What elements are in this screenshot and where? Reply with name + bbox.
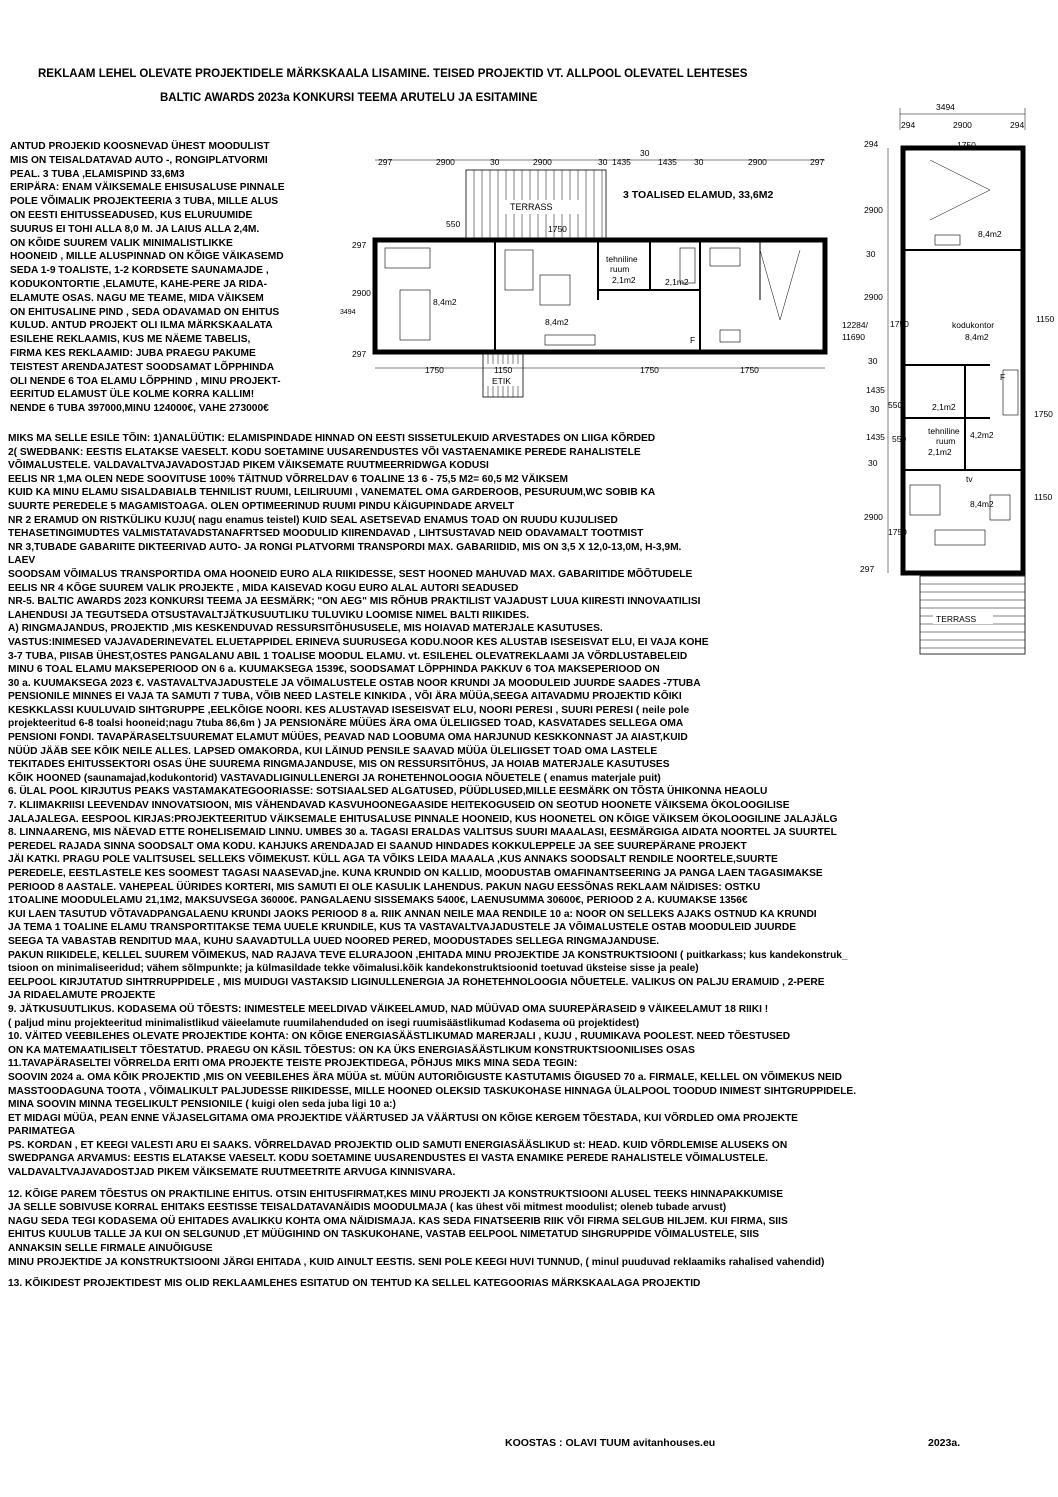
dim-1750-b3: 1750: [740, 365, 759, 375]
v-1750-a: 1750: [890, 319, 909, 329]
body-line: ( paljud minu projekteeritud minimalistlikud väieelamute ruumilahenduded on isegi ruumisäästlikumad Kodasema oü projektidest): [8, 1017, 640, 1029]
dim-1150: 1150: [494, 365, 513, 375]
body-text: [8, 432, 1048, 1291]
dim-294-a: 294: [901, 120, 916, 130]
v-1150-r2: 1150: [1034, 492, 1053, 502]
dim-297: 297: [378, 157, 393, 167]
body-line: PENSIONI FONDI. TAVAPÄRASELTSUUREMAT ELAMUT MÜÜES, PEAVAD NAD LOOBUMA OMA HARJUNUD KESKKONNAST JA AIAST,KUID: [8, 732, 688, 744]
tech-label-c: 2,1m2: [612, 275, 636, 285]
body-line: NÜÜD JÄÄB SEE KÕIK NEILE ALLES. LAPSED OMAKORDA, KUI LÄINUD PENSILE SAAVAD MÜÜA ÜLELIIGSET TOAD OMA LASTELE: [8, 745, 658, 757]
body-line: VALDAVALTVAJAVADOSTJAD PIKEM VÄIKSEMATE RUUTMEETRITE ARVUGA KINNISVARA.: [8, 1167, 456, 1179]
v-2900-c: 2900: [864, 512, 883, 522]
body-line: 6. ÜLAL POOL KIRJUTUS PEAKS VASTAMAKATEGOORIASSE: SOTSIAALSED ALGATUSED, PÜÜDLUSED,MILLE EESMÄRK ON TÕSTA ÜHIKONNA HEAOLU: [8, 786, 768, 798]
body-line: EELIS NR 4 KÕGE SUUREM VALIK PROJEKTE , MIDA KAISEVAD KOGU EURO ALAL AUTORI SEADUSED: [8, 582, 519, 594]
body-line: JALAJALEGA. EESPOOL KIRJAS:PROJEKTEERITUD VÄIKSEMALE EHITUSALUSE PINNALE HOONEID, KUS HOONETEL ON KÕIGE VÄIKSEM ÖKOLOOGILINE JALAJÄLG: [8, 813, 838, 825]
intro-line: FIRMA KES REKLAAMID: JUBA PRAEGU PAKUME: [10, 347, 256, 359]
v-30-a: 30: [866, 249, 876, 259]
header-line-1: REKLAAM LEHEL OLEVATE PROJEKTIDELE MÄRKSKAALA LISAMINE. TEISED PROJEKTID VT. ALLPOOL OLEVATEL LEHTESES: [38, 68, 748, 80]
body-line: TEKITADES EHITUSSEKTORI OSAS ÜHE SUUREMA RINGMAJANDUSE, MIS ON RESSURSITÕHUS, JA HOIAB MATERJALE KASUTUSES: [8, 759, 670, 771]
dim-2900-left: 2900: [352, 288, 371, 298]
intro-line: ON KÕIDE SUUREM VALIK MINIMALISTLIKKE: [10, 237, 233, 249]
intro-line: HOONEID , MILLE ALUSPINNAD ON KÕIGE VÄIKASEMD: [10, 251, 284, 263]
header-line-2: BALTIC AWARDS 2023a KONKURSI TEEMA ARUTELU JA ESITAMINE: [160, 92, 538, 104]
dim-30: 30: [490, 157, 500, 167]
body-line: SUURTE PEREDELE 5 MAGAMISTOAGA. OLEN OPTIMEERINUD RUUMI PINDU KÄIGUPINDADE ARVELT: [8, 500, 515, 512]
body-line: TEHASETINGIMUDTES VALMISTATAVADSTANAFRTSED MOODULID KIIRENDAVAD , LIHTSUSTAVAD NEID ODAVAMALT TOOTMIST: [8, 528, 644, 540]
v-tech-a: tehniline: [928, 426, 960, 436]
body-line: VASTUS:INIMESED VAJAVADERINEVATEL ELUETAPPIDEL ERINEVA SUURUSEGA KODU.NOOR KES ALUSTAB ISESEISVAT ELU, EI VAJA KOHE: [8, 636, 709, 648]
body-line: EELIS NR 1,MA OLEN NEDE SOOVITUSE 100% TÄITNUD VÕRRELDAV 6 TOALINE 13 6 - 75,5 M2= 60,5 M2 VÄIKSEM: [8, 473, 568, 485]
body-line: 2( SWEDBANK: EESTIS ELATAKSE VAESELT. KODU SOETAMINE UUSARENDUSTES VÕI VASTAENAMIKE PEREDE RAHALISTELE: [8, 446, 641, 458]
dim-550: 550: [446, 219, 461, 229]
body-line: PS. KORDAN , ET KEEGI VALESTI ARU EI SAAKS. VÕRRELDAVAD PROJEKTID OLID SAMUTI ENERGIASÄÄSLIKUD st: HEAD. KUID VÕRDLEMISE ALUSEKS ON: [8, 1139, 788, 1151]
dim-1435: 1435: [658, 157, 677, 167]
body-line: NR 2 ERAMUD ON RISTKÜLIKU KUJU( nagu enamus teistel) KUID SEAL ASETSEVAD ENAMUS TOAD ON RUUDU KUJULISED: [8, 514, 618, 526]
v-terrace-label: TERRASS: [936, 614, 977, 624]
body-line: EHITUS KUULUB TALLE JA KUI ON SELGUNUD ,ET MÜÜGIHIND ON TASKUKOHANE, VASTAB EELPOOL NIMETATUD SIHGRUPPIDE VÕIMALUSTELE, SIIS: [8, 1229, 760, 1241]
body-line: PAKUN RIIKIDELE, KELLEL SUUREM VÕIMEKUS, NAD RAJAVA TEVE ELURAJOON ,EHITADA MINU PROJEKTIDE JA KONSTRUKTSIOONI ( puitkarkass; kus kandekonstruk_: [8, 949, 848, 961]
dim-30: 30: [598, 157, 608, 167]
footer-author: KOOSTAS : OLAVI TUUM avitanhouses.eu: [505, 1437, 716, 1449]
floor-plan-horizontal: [340, 140, 840, 410]
dim-30: 30: [640, 148, 650, 158]
body-line: PEREDELE, EESTLASTELE KES SOOMEST TAGASI NAASEVAD,jne. KUNA KRUNDID ON KALLID, MOODUSTAB OMAFINANTSEERING JA PANGA LAEN TAGASIMAKSE: [8, 868, 823, 879]
v-tech-c: 2,1m2: [928, 447, 952, 457]
v-30-c: 30: [870, 404, 880, 414]
body-line: SWEDPANGA ARVAMUS: EESTIS ELATAKSE VAESELT. KODU SOETAMINE UUSARENDUSTES EI VASTA ENAMIKE PEREDE RAHALISTELE VÕIMALUSTELE.: [8, 1153, 768, 1165]
v-1435-b: 1435: [866, 432, 885, 442]
body-line: LAHENDUSI JA TEGUTSEDA OTSUSTAVALTJÄTKUSUUTLIKU TULUVIKU LOOMISE NIMEL BALTI RIIKIDES.: [8, 609, 530, 621]
intro-line: ON EHITUSALINE PIND , SEDA ODAVAMAD ON EHITUS: [10, 306, 280, 318]
body-line: PARIMATEGA: [8, 1126, 75, 1138]
body-line: PERIOOD 8 AASTALE. VAHEPEAL ÜÜRIDES KORTERI, MIS SAMUTI EI OLE KASULIK LAHENDUS. PAKUN NAGU EESSÕNAS REKLAAM NÄIDISES: OSTKU: [8, 881, 761, 893]
v-550-a: 550: [888, 400, 903, 410]
body-line: SEEGA TA VABASTAB RENDITUD MAA, KUHU SAAVADTULLA UUED NOORED PERED, MOODUSTADES SELLEGA RINGMAJANDUSE.: [8, 935, 660, 947]
bath-area: 2,1m2: [665, 277, 689, 287]
dim-30: 30: [694, 157, 704, 167]
body-line: 11.TAVAPÄRASELTEI VÕRRELDA ERITI OMA PROJEKTE TEISTE PROJEKTIDEGA, PÕHJUS MIKS MINA SEDA TEGIN:: [8, 1058, 578, 1070]
body-line: 3-7 TUBA, PIISAB ÜHEST,OSTES PANGALANU ABIL 1 TOALISE MOODUL ELAMU. vt. ESILEHEL OLEVATREKLAAMI JA VÕRDLUSTABELEID: [8, 650, 688, 662]
body-line: KÕIK HOONED (saunamajad,kodukontorid) VASTAVADLIGINULLENERGI JA ROHETEHNOLOOGIA NÕUETELE ( enamus materjale puit): [8, 772, 661, 784]
body-line: JÄI KATKI. PRAGU POLE VALITSUSEL SELLEKS VÕIMEKUST. KÜLL AGA TA VÕIKS LEIDA MAAALA ,KUS ANNAKS SOODSALT RENDILE NOORTELE,SUURTE: [8, 854, 778, 866]
f-label: F: [690, 335, 696, 345]
v-room-top: 8,4m2: [978, 229, 1002, 239]
tech-label-a: tehniline: [606, 254, 638, 264]
v-room-bottom: 8,4m2: [970, 499, 994, 509]
intro-line: TEISTEST ARENDAJATEST SOODSAMAT LÕPPHINDA: [10, 361, 275, 373]
dim-297: 297: [810, 157, 825, 167]
v-bath: 2,1m2: [932, 402, 956, 412]
intro-line: SUURUS EI TOHI ALLA 8,0 M. JA LAIUS ALLA 2,4M.: [10, 223, 260, 235]
v-297: 297: [860, 564, 875, 574]
body-line: SOOVIN 2024 a. OMA KÕIK PROJEKTID ,MIS ON VEEBILEHES ÄRA MÜÜA st. MÜÜN AUTORIÕIGUSTE KASTUTAMIS ÕIGUSED 70 a. FIRMALE, KELLEL ON VÕIMEKUS NEID: [8, 1071, 842, 1083]
v-30-b: 30: [868, 356, 878, 366]
dim-2900-top: 2900: [953, 120, 972, 130]
v-2900-a: 2900: [864, 205, 883, 215]
body-line: ET MIDAGI MÜÜA, PEAN ENNE VÄJASELGITAMA OMA PROJEKTIDE VÄÄRTUSED JA VÄÄRTUSI ON KÕIGE KERGEM TÕESTADA, KUI VÕRDLED OMA PROJEKTE: [8, 1112, 798, 1124]
v-side: 4,2m2: [970, 430, 994, 440]
room-area-2: 8,4m2: [545, 317, 569, 327]
body-line: KESKKLASSI KUULUVAID SIHTGRUPPE ,EELKÕIGE NOORI. KES ALUSTAVAD ISESEISVAT ELU, NOORI PERESI , SUURI PERESI ( neile pole: [8, 704, 690, 716]
body-line: ON KA MATEMAATILISELT TÕESTATUD. PRAEGU ON KÄSIL TÕESTUS: ON KA ÜKS ENERGIASÄÄSTLIKUM KONSTRUKTSIOONILISES OSAS: [8, 1044, 695, 1056]
room-area-1: 8,4m2: [433, 297, 457, 307]
body-line: 8. LINNAARENG, MIS NÄEVAD ETTE ROHELISEMAID LINNU. UMBES 30 a. TAGASI ERALDAS VALITSUS SUURI MAAALASI, EESMÄRGIGA AIDATA NOORTEL JA SUURTEL: [8, 827, 837, 839]
dim-1750-b2: 1750: [640, 365, 659, 375]
body-line: ANNAKSIN SELLE FIRMALE AINUÕIGUSE: [8, 1243, 213, 1255]
etik-label: ETIK: [492, 376, 511, 386]
v-tech-b: ruum: [936, 436, 956, 446]
body-line: MASSTOODAGUNA TOOTA , VÕIMALIKULT PALJUDESSE RIIKIDESSE, MILLE HOONED OLEKSID TASKUKOHASE HINNAGA ÜLALPOOL TOODUD INIMEST SIHTGRUPPIDELE.: [8, 1085, 857, 1097]
intro-text: [10, 140, 355, 416]
body-line: 30 a. KUUMAKSEGA 2023 €. VASTAVALTVAJADUSTELE JA VÕIMALUSTELE OSTAB NOOR KRUNDI JA MOODULEID JUURDE SAADES -7TUBA: [8, 677, 701, 689]
dim-3494-top: 3494: [936, 102, 955, 112]
dim-294-c: 294: [864, 139, 879, 149]
v-2900-b: 2900: [864, 292, 883, 302]
body-line: JA SELLE SOBIVUSE KORRAL EHITAKS EESTISSE TEISALDATAVANÄIDIS MOODULMAJA ( kas ühest või mitmest moodulist; oleneb tubade arvust): [8, 1202, 727, 1214]
intro-line: EERITUD ELAMUST ÜLE KOLME KORRA KALLIM!: [10, 389, 255, 401]
body-line: tsioon on minimaliseeridud; vähem sõlmpunkte; ja külmasildade tekke võimalusi.kõik kandekonstruktsioonid toetuvad üksteise sisse ja peale): [8, 963, 699, 975]
body-line: JA TEMA 1 TOALINE ELAMU TRANSPORTITAKSE TEMA UUELE KRUNDILE, KUS TA VASTAVALTVAJADUSTELE JA VÕIMALUSTELE OSTAB MOODULEID JUURDE: [8, 922, 797, 934]
body-gap: [8, 1269, 1048, 1277]
body-line: 7. KLIIMAKRIISI LEEVENDAV INNOVATSIOON, MIS VÄHENDAVAD KASVUHOONEGAASIDE HEITEKOGUSEID ON SEOTUD HOONETE VÄIKSEMA ÖKOLOOGILISE: [8, 800, 790, 812]
body-line: MIKS MA SELLE ESILE TÕIN: 1)ANALÜÜTIK: ELAMISPINDADE HINNAD ON EESTI SISSETULEKUID ARVESTADES ON LIIGA KÕRDED: [8, 433, 656, 444]
intro-line: OLI NENDE 6 TOA ELAMU LÕPPHIND , MINU PROJEKT-: [10, 375, 281, 387]
tech-label-b: ruum: [610, 264, 630, 274]
body-line: VÕIMALUSTELE. VALDAVALTVAJAVADOSTJAD PIKEM VÄIKSEMATE RUUTMEERRIDWGA KODUSI: [8, 460, 489, 472]
intro-line: KULUD. ANTUD PROJEKT OLI ILMA MÄRKSKAALATA: [10, 320, 273, 332]
v-11690: 11690: [842, 332, 866, 342]
dim-294-b: 294: [1010, 120, 1025, 130]
dim-1435: 1435: [612, 157, 631, 167]
v-f-label: F: [1000, 372, 1006, 382]
body-line: NAGU SEDA TEGI KODASEMA OÜ EHITADES AVALIKKU KOHTA OMA NÄIDISMAJA. KAS SEDA FINATSEERIB RIIK VÕI FIRMA SELGUB HILJEM. KUI FIRMA, SIIS: [8, 1215, 788, 1227]
body-line: 10. VÄITED VEEBILEHES OLEVATE PROJEKTIDE KOHTA: ON KÕIGE ENERGIASÄÄSTLIKUMAD MARERJALI , KUJU , RUUMIKAVA POOLEST. NEED TÕESTUSED: [8, 1031, 791, 1043]
v-1435-a: 1435: [866, 385, 885, 395]
body-line: 13. KÕIKIDEST PROJEKTIDEST MIS OLID REKLAAMLEHES ESITATUD ON TEHTUD KA SELLEL KATEGOORIAS MÄRKSKAALAGA PROJEKTID: [8, 1278, 701, 1290]
intro-line: MIS ON TEISALDATAVAD AUTO -, RONGIPLATVORMI: [10, 154, 268, 166]
body-line: JA RIDAELAMUTE PROJEKTE: [8, 990, 156, 1002]
intro-line: SEDA 1-9 TOALISTE, 1-2 KORDSETE SAUNAMAJDE ,: [10, 265, 269, 277]
v-1150-r1: 1150: [1036, 314, 1055, 324]
body-line: PEREDEL RAJADA SINNA SOODSALT OMA KODU. KAHJUKS ARENDAJAD EI SAANUD HINDADES KOKKULEPPELE JA SEE SUUREPÄRANE PROJEKT: [8, 840, 747, 852]
dim-1750-top: 1750: [957, 140, 976, 150]
intro-line: KODUKONTORTIE ,ELAMUTE, KAHE-PERE JA RIDA-: [10, 278, 267, 290]
v-kodukontor-area: 8,4m2: [965, 332, 989, 342]
body-line: KUID KA MINU ELAMU SISALDABIALB TEHNILIST RUUMI, LEILIRUUMI , VANEMATEL OMA GARDEROOB, PESURUUM,WC SOBIB KA: [8, 487, 656, 499]
dim-1750: 1750: [548, 224, 567, 234]
terrace-label: TERRASS: [510, 202, 553, 212]
dim-2900: 2900: [748, 157, 767, 167]
body-line: 12. KÕIGE PAREM TÕESTUS ON PRAKTILINE EHITUS. OTSIN EHITUSFIRMAT,KES MINU PROJEKTI JA KONSTRUKTSIOONI ALUSEL TEEKS HINNAPAKKUMISE: [8, 1188, 784, 1200]
body-line: 1TOALINE MOODULELAMU 21,1M2, MAKSUVSEGA 36000€. PANGALAENU SISSEMAKS 5400€, LAENUSUMMA 30600€, PERIOOD 2 A. KUUMAKSE 1356€: [8, 895, 748, 907]
intro-line: ON EESTI EHITUSSEADUSED, KUS ELURUUMIDE: [10, 209, 253, 221]
dim-297-left-b: 297: [352, 349, 367, 359]
v-1750-r: 1750: [1034, 409, 1053, 419]
body-line: 9. JÄTKUSUUTLIKUS. KODASEMA OÜ TÕESTS: INIMESTELE MEELDIVAD VÄIKEELAMUD, NAD MÜÜVAD OMA SUUREPÄRASEID 9 VÄIKEELAMUT 18 RIIKI !: [8, 1003, 769, 1015]
v-1750-b: 1750: [888, 527, 907, 537]
intro-line: ELAMUTE OSAS. NAGU ME TEAME, MIDA VÄIKSEM: [10, 292, 264, 304]
v-tv: tv: [966, 474, 973, 484]
plan-title: 3 TOALISED ELAMUD, 33,6M2: [623, 189, 774, 201]
dim-2900: 2900: [436, 157, 455, 167]
body-line: NR-5. BALTIC AWARDS 2023 KONKURSI TEEMA JA EESMÄRK; "ON AEG" MIS RÕHUB PRAKTILIST VAJADUST LUUA KIIRESTI INNOVAATILISI: [8, 596, 701, 608]
dim-297-left: 297: [352, 240, 367, 250]
v-550-b: 550: [892, 434, 907, 444]
body-line: projekteeritud 6-8 toalsi hooneid;nagu 7tuba 86,6m ) JA PENSIONÄRE MÜÜES ÄRA OMA ÜLELIIGSED TOAD, KASVATADES SELLEGA OMA: [8, 718, 684, 730]
body-line: SOODSAM VÕIMALUS TRANSPORTIDA OMA HOONEID EURO ALA RIIKIDESSE, SEST HOONED MAHUVAD MAX. GABARIITIDE MÕÕTUDELE: [8, 568, 693, 580]
intro-line: ERIPÄRA: ENAM VÄIKSEMALE EHISUSALUSE PINNALE: [10, 182, 285, 194]
v-kodukontor: kodukontor: [952, 320, 995, 330]
body-line: KUI LAEN TASUTUD VÕTAVADPANGALAENU KRUNDI JAOKS PERIOOD 8 a. RIIK ANNAN NEILE MAA RENDILE 10 a: NOOR ON SELLEKS AJAKS OSTNUD KA KRUNDI: [8, 908, 817, 920]
dim-3494-left: 3494: [340, 309, 356, 316]
footer-year: 2023a.: [928, 1437, 961, 1449]
intro-line: ESILEHE REKLAAMIS, KUS ME NÄEME TABELIS,: [10, 334, 251, 346]
intro-line: NENDE 6 TUBA 397000,MINU 124000€, VAHE 273000€: [10, 403, 269, 415]
body-line: MINU 6 TOAL ELAMU MAKSEPERIOOD ON 6 a. KUUMAKSEGA 1539€, SOODSAMAT LÕPPHINDA PAKKUV 6 TOA MAKSEPERIOOD ON: [8, 664, 660, 676]
body-line: MINA SOOVIN MINNA TEGELIKULT PENSIONILE ( kuigi olen seda juba ligi 10 a:): [8, 1099, 396, 1111]
body-line: A) RINGMAJANDUS, PROJEKTID ,MIS KESKENDUVAD RESSURSITÕHUSUSELE, MIS HOIAVAD MATERJALE KASUTUSES.: [8, 623, 603, 635]
intro-line: POLE VÕIMALIK PROJEKTEERIA 3 TUBA, MILLE ALUS: [10, 196, 279, 208]
v-30-d: 30: [868, 458, 878, 468]
body-line: LAEV: [8, 555, 36, 567]
body-gap: [8, 1180, 1048, 1188]
intro-line: ANTUD PROJEKID KOOSNEVAD ÜHEST MOODULIST: [10, 141, 270, 152]
body-line: PENSIONILE MINNES EI VAJA TA SAMUTI 7 TUBA, VÕIB NEED LASTELE KINKIDA , VÕI ÄRA MÜÜA,SEEGA AITAVADMU PROJEKTID KÕIKI: [8, 691, 682, 703]
body-line: EELPOOL KIRJUTATUD SIHTRRUPPIDELE , MIS MUIDUGI VASTAKSID LIGINULLENERGIA JA ROHETEHNOLOOGIA NÕUETELE. VALIKUS ON PALJU ERAMUID , 2-PERE: [8, 976, 825, 988]
v-12284: 12284/: [842, 320, 868, 330]
intro-line: PEAL. 3 TUBA ,ELAMISPIND 33,6M3: [10, 168, 185, 180]
body-line: NR 3,TUBADE GABARIITE DIKTEERIVAD AUTO- JA RONGI PLATVORMI TRANSPORDI MAX. GABARIIDID, MIS ON 3,5 X 12,0-13,0M, H-3,9M.: [8, 541, 682, 553]
dim-1750-b1: 1750: [425, 365, 444, 375]
dim-2900: 2900: [533, 157, 552, 167]
body-line: MINU PROJEKTIDE JA KONSTRUKTSIOONI JÄRGI EHITADA , KUID AINULT EESTIS. SENI POLE KEEGI HUVI TUNNUD, ( minul puuduvad reklaamiks rahalised vahendid): [8, 1256, 825, 1268]
